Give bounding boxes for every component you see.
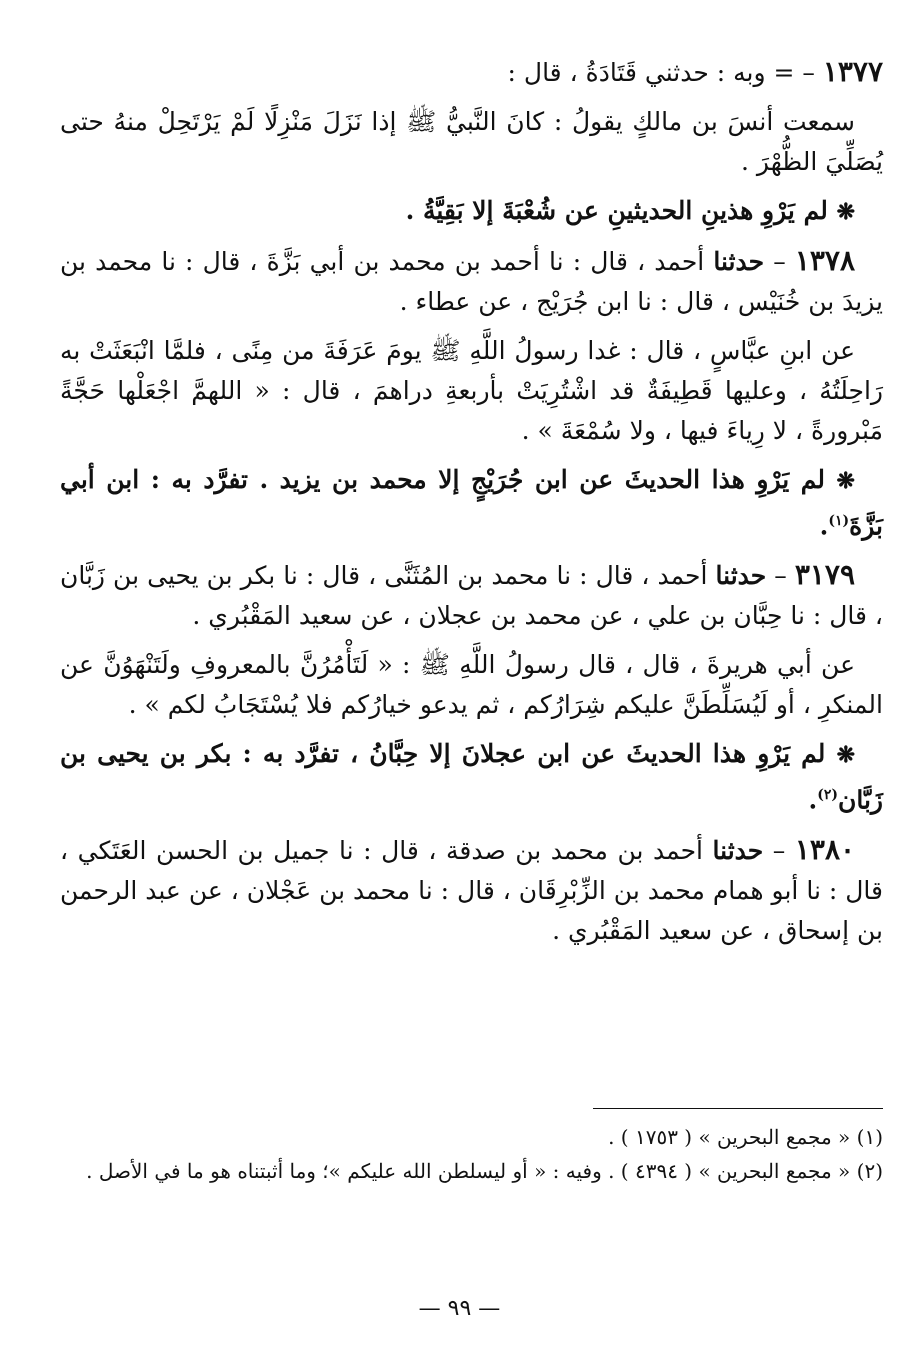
hadith-text: عن ابنِ عبَّاسٍ ، قال : غدا رسولُ اللَّهِ ﷺ يومَ عَرَفَةَ من مِنًى ، فلمَّا انْبَعَثَتْ به رَاحِلَتُهُ ، وعليها قَطِيفَةٌ قد اشْتُرِيَتْ بأربعةِ دراهمَ ، قال : « اللهمَّ اجْعَلْها حَجَّةً مَبْرورةً ، لا رِياءَ فيها ، ولا سُمْعَةَ » .: [60, 336, 883, 445]
footnote-ref: (١): [828, 513, 850, 529]
hadith-text: سمعت أنسَ بن مالكٍ يقولُ : كانَ النَّبيُّ ﷺ إذا نَزَلَ مَنْزِلًا لَمْ يَرْتَحِلْ منهُ حتى يُصَلِّيَ الظُّهْرَ .: [60, 107, 883, 176]
hadith-1377: [60, 52, 883, 232]
hadith-number: ١٣٧٧: [822, 55, 883, 88]
hadith-note: [60, 191, 883, 232]
hadith-1378: [60, 241, 883, 546]
star-icon: ❋: [836, 199, 855, 225]
haddathana-label: حدثنا: [713, 247, 765, 276]
hadith-number: ٣١٧٩: [794, 558, 855, 592]
footnote-number: (١): [856, 1125, 883, 1149]
footnote-divider: [593, 1108, 883, 1109]
dash: –: [766, 561, 795, 591]
star-icon: ❋: [836, 742, 855, 769]
haddathana-label: حدثنا: [712, 835, 764, 865]
hadith-text: عن أبي هريرةَ ، قال ، قال رسولُ اللَّهِ ﷺ : « لَتَأْمُرُنَّ بالمعروفِ ولَتَنْهَوُنَّ عن المنكرِ ، أو لَيُسَلِّطَنَّ عليكم شِرَارُكم ، ثم يدعو خيارُكم فلا يُسْتَجَابُ لكم » .: [60, 650, 883, 720]
footnote: [60, 1120, 883, 1154]
hadith-note: ❋ لم يَرْوِ هذا الحديثَ عن ابن جُرَيْجٍ إلا محمد بن يزيد . تفرَّد به : ابن أبي بَزَّةَ$^{(١)}$.: [60, 465, 883, 541]
footnote-text: « مجمع البحرين » ( ٤٣٩٤ ) . وفيه : « أو ليسلطن الله عليكم »؛ وما أثبتناه هو ما في الأصل .: [86, 1159, 851, 1183]
hadith-number: ١٣٨٠: [794, 832, 856, 866]
hadith-intro: [60, 241, 883, 322]
hadith-1380: [60, 830, 883, 951]
hadith-3179: [60, 555, 883, 820]
note-text: لم يَرْوِ هذا الحديثَ عن ابن عجلانَ إلا حِبَّانُ ، تفرَّد به : بكر بن يحيى بن زَبَّان: [60, 739, 883, 815]
haddathana-label: حدثنا: [715, 561, 767, 591]
page-number: — ٩٩ —: [418, 1296, 501, 1321]
footnote-number: (٢): [856, 1159, 883, 1183]
dash: –: [763, 835, 795, 865]
hadith-intro: [60, 555, 883, 636]
footnote-ref: (٢): [817, 787, 838, 804]
note-text: لم يَرْوِ هذا الحديثَ عن ابن جُرَيْجٍ إلا محمد بن يزيد . تفرَّد به : ابن أبي بَزَّةَ: [60, 465, 883, 541]
hadith-intro: [60, 52, 883, 93]
hadith-intro-text: – = وبه : حدثني قَتَادَةُ ، قال :: [507, 58, 823, 87]
hadith-note: ❋ لم يَرْوِ هذا الحديثَ عن ابن عجلانَ إلا حِبَّانُ ، تفرَّد به : بكر بن يحيى بن زَبَّان$^{(٢)}$.: [60, 739, 883, 815]
dash: –: [764, 247, 795, 276]
hadith-intro-text: أحمد بن محمد بن صدقة ، قال : نا جميل بن الحسن العَتَكي ، قال : نا أبو همام محمد بن الزِّبْرِقَان ، قال : نا محمد بن عَجْلان ، عن عبد الرحمن بن إسحاق ، عن سعيد المَقْبُري .: [60, 835, 883, 945]
footnote: [60, 1154, 883, 1188]
hadith-intro: [60, 830, 883, 951]
note-text: لم يَرْوِ هذينِ الحديثينِ عن شُعْبَةَ إلا بَقِيَّةُ .: [405, 196, 828, 225]
footnotes: [60, 1120, 883, 1188]
hadith-intro-text: أحمد ، قال : نا أحمد بن محمد بن أبي بَزَّةَ ، قال : نا محمد بن يزيدَ بن خُنَيْس ، قال : نا ابن جُرَيْج ، عن عطاء .: [60, 247, 883, 316]
hadith-intro-text: أحمد ، قال : نا محمد بن المُثَنَّى ، قال : نا بكر بن يحيى بن زَبَّان ، قال : نا حِبَّان بن علي ، عن محمد بن عجلان ، عن سعيد المَقْبُري .: [60, 561, 883, 631]
star-icon: ❋: [836, 468, 855, 494]
hadith-number: ١٣٧٨: [794, 244, 855, 277]
footnote-text: « مجمع البحرين » ( ١٧٥٣ ) .: [608, 1125, 851, 1149]
